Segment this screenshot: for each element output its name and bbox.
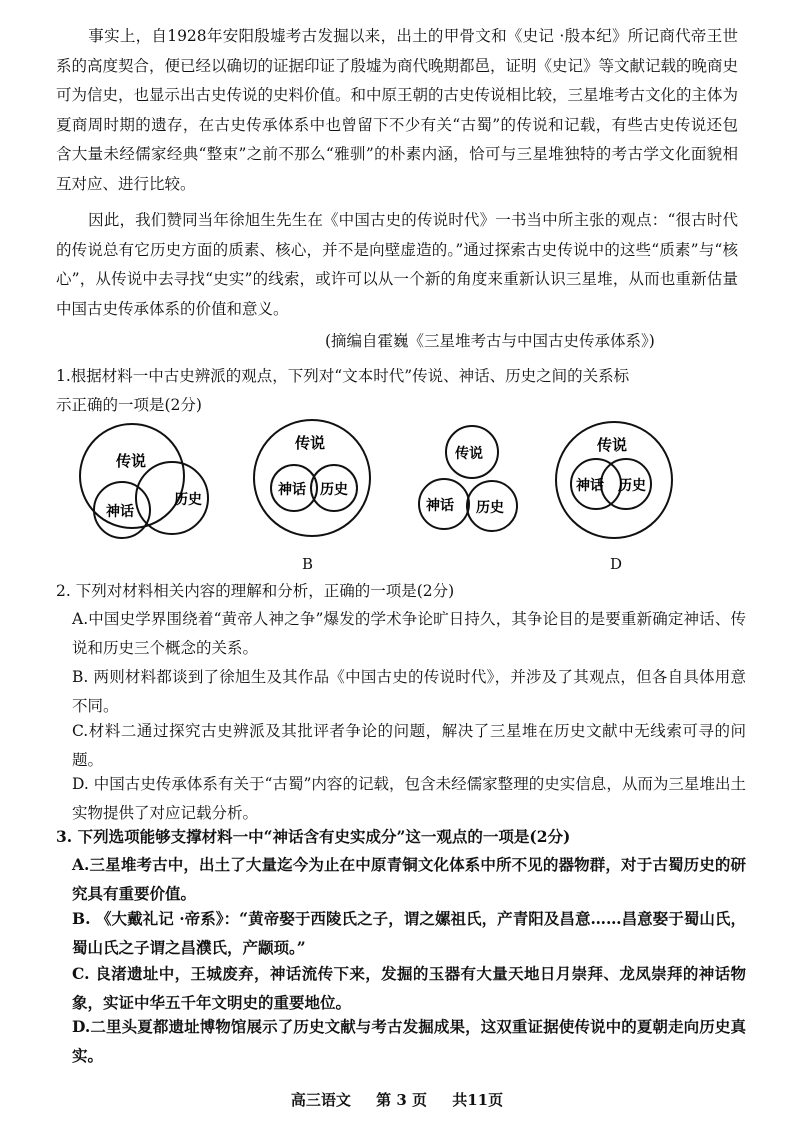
footer-subject: 高三语文	[290, 1091, 351, 1109]
q3-stem: 3. 下列选项能够支撑材料一中“神话含有史实成分”这一观点的一项是(2分)	[56, 827, 571, 846]
venn-a-myth-label: 神话	[106, 504, 134, 520]
q1-stem-line-2: 示正确的一项是(2分)	[56, 395, 202, 414]
q3-option-c: C. 良渚遗址中，王城废弃，神话流传下来，发掘的玉器有大量天地日月崇拜、龙凤崇拜的神话物象，实证中华五千年文明史的重要地位。	[72, 964, 746, 1012]
venn-d-legend-label: 传说	[597, 436, 628, 454]
venn-c-myth-label: 神话	[426, 498, 454, 514]
q3-option-a: A.三星堆考古中，出土了大量迄今为止在中原青铜文化体系中所不见的器物群，对于古蜀历史的研究具有重要价值。	[72, 855, 746, 903]
passage-paragraph-2-text: 因此，我们赞同当年徐旭生先生在《中国古史的传说时代》一书当中所主张的观点：“很古时代的传说总有它历史方面的质素、核心，并不是向壁虚造的。”通过探索古史传说中的这些“质素”与“核心”，从传说中去寻找“史实”的线索，或许可以从一个新的角度来重新认识三星堆，从而也重新估量中国古史传承体系的价值和意义。	[56, 211, 738, 318]
venn-c-history-label: 历史	[476, 500, 504, 516]
venn-a-legend-label: 传说	[116, 452, 147, 470]
q3-option-b: B. 《大戴礼记 ·帝系》：“黄帝娶于西陵氏之子，谓之嫘祖氏，产青阳及昌意……昌意娶于蜀山氏，蜀山氏之子谓之昌濮氏，产颛顼。”	[72, 909, 746, 957]
q2-option-b: B. 两则材料都谈到了徐旭生及其作品《中国古史的传说时代》，并涉及了其观点，但各自具体用意不同。	[72, 668, 746, 715]
q1-venn-diagrams	[74, 418, 674, 578]
venn-option-d-letter: D	[610, 555, 623, 573]
passage-paragraph-1-text: 事实上，自1928年安阳殷墟考古发掘以来，出土的甲骨文和《史记 ·殷本纪》所记商代帝王世系的高度契合，便已经以确切的证据印证了殷墟为商代晚期都邑，证明《史记》等文献记载的晚商史可为信史，也显示出古史传说的史料价值。和中原王朝的古史传说相比较，三星堆考古文化的主体为夏商周时期的遗存，在古史传承体系中也曾留下不少有关“古蜀”的传说和记载，有些古史传说还包含大量未经儒家经典“整束”之前不那么“雅驯”的朴素内涵，恰可与三星堆独特的考古学文化面貌相互对应、进行比较。	[56, 27, 739, 193]
passage-paragraph-2	[56, 206, 738, 324]
passage-source: (摘编自霍巍《三星堆考古与中国古史传承体系》)	[325, 332, 655, 350]
q1-stem	[56, 362, 746, 419]
venn-c-legend-label: 传说	[455, 446, 483, 462]
venn-option-b-letter: B	[302, 555, 314, 573]
q2-option-c: C.材料二通过探究古史辨派及其批评者争论的问题，解决了三星堆在历史文献中无线索可寻的问题。	[72, 722, 746, 769]
venn-a-history-label: 历史	[174, 492, 202, 508]
venn-option-a	[74, 418, 214, 553]
venn-d-myth-label: 神话	[576, 478, 604, 494]
venn-d-history-label: 历史	[618, 478, 646, 494]
venn-option-b	[250, 418, 390, 553]
venn-option-d	[552, 418, 692, 553]
q1-stem-line-1: 1.根据材料一中古史辨派的观点，下列对“文本时代”传说、神话、历史之间的关系标	[56, 367, 630, 385]
q2-option-a: A.中国史学界围绕着“黄帝人神之争”爆发的学术争论旷日持久，其争论目的是要重新确定神话、传说和历史三个概念的关系。	[72, 610, 746, 657]
venn-option-c	[410, 418, 550, 553]
q2-option-d: D. 中国古史传承体系有关于“古蜀”内容的记载，包含未经儒家整理的史实信息，从而为三星堆出土实物提供了对应记载分析。	[72, 775, 746, 822]
venn-b-myth-label: 神话	[278, 482, 306, 498]
q2-stem: 2. 下列对材料相关内容的理解和分析，正确的一项是(2分)	[56, 582, 455, 600]
passage-paragraph-1	[56, 22, 738, 199]
q3-option-d: D.二里头夏都遗址博物馆展示了历史文献与考古发掘成果，这双重证据使传说中的夏朝走向历史真实。	[72, 1017, 746, 1065]
footer-page-number: 第 3 页	[376, 1091, 428, 1109]
venn-b-history-label: 历史	[320, 482, 348, 498]
venn-b-legend-label: 传说	[295, 434, 326, 452]
page-footer	[0, 1089, 794, 1110]
footer-total-pages: 共11页	[452, 1091, 504, 1109]
